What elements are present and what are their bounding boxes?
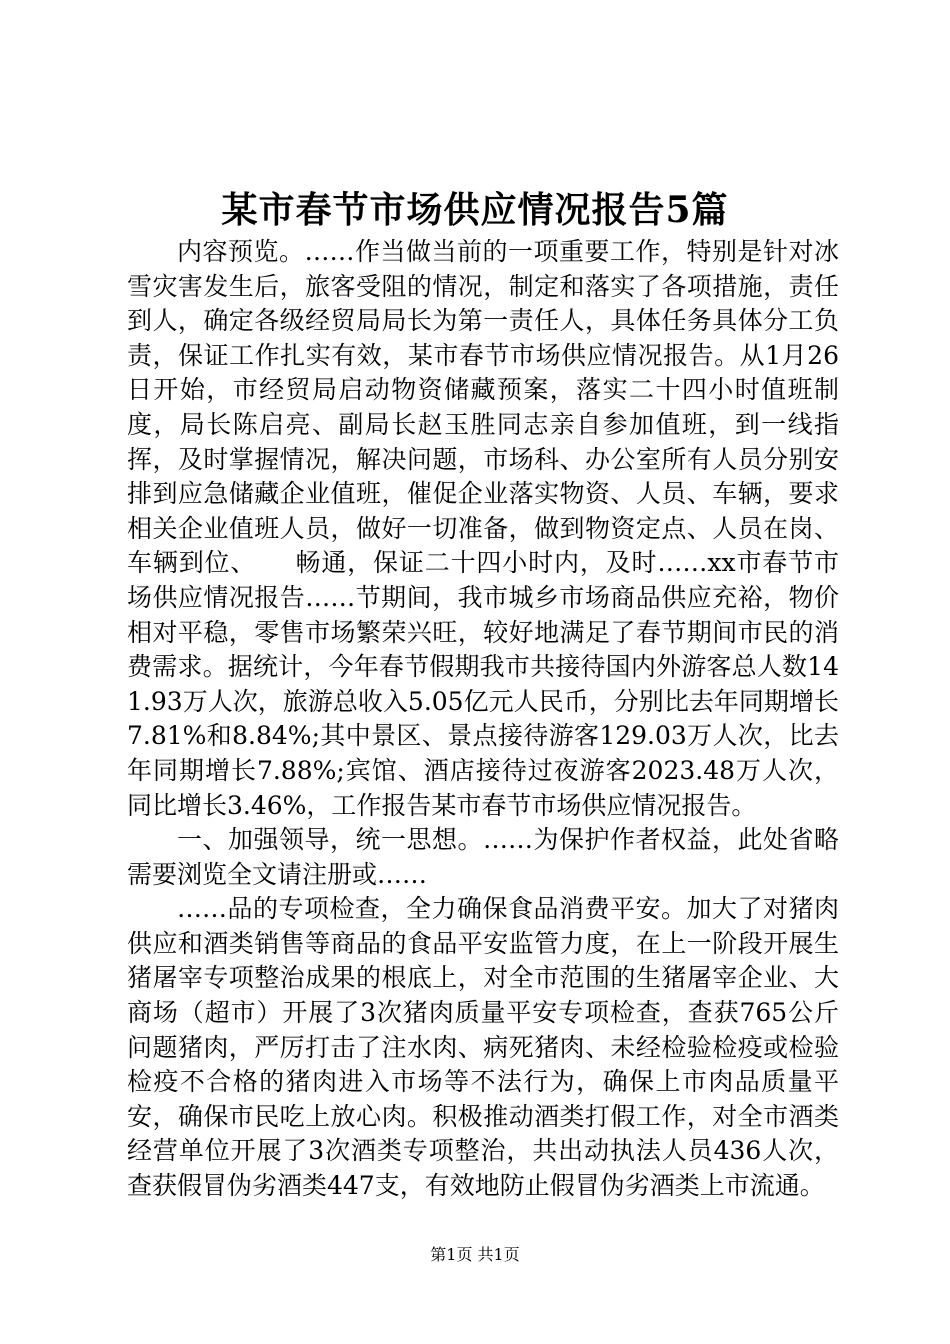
document-body [127, 235, 839, 1204]
paragraph-section-one: 一、加强领导，统一思想。……为保护作者权益，此处省略需要浏览全文请注册或…… [127, 825, 839, 889]
paragraph-inspection: ……品的专项检查，全力确保食品消费平安。加大了对猪肉供应和酒类销售等商品的食品平安监管力度，在上一阶段开展生猪屠宰专项整治成果的根底上，对全市范围的生猪屠宰企业、大商场（超市）开展了3次猪肉质量平安专项检查，查获765公斤问题猪肉，严厉打击了注水肉、病死猪肉、未经检验检疫或检验检疫不合格的猪肉进入市场等不法行为，确保上市肉品质量平安，确保市民吃上放心肉。积极推动酒类打假工作，对全市酒类经营单位开展了3次酒类专项整治，共出动执法人员436人次，查获假冒伪劣酒类447支，有效地防止假冒伪劣酒类上市流通。 [127, 894, 839, 1201]
paragraph-preview: 内容预览。……作当做当前的一项重要工作，特别是针对冰雪灾害发生后，旅客受阻的情况，制定和落实了各项措施，责任到人，确定各级经贸局局长为第一责任人，具体任务具体分工负责，保证工作扎实有效，某市春节市场供应情况报告。从1月26日开始，市经贸局启动物资储藏预案，落实二十四小时值班制度，局长陈启亮、副局长赵玉胜同志亲自参加值班，到一线指挥，及时掌握情况，解决问题，市场科、办公室所有人员分别安排到应急储藏企业值班，催促企业落实物资、人员、车辆，要求相关企业值班人员，做好一切准备，做到物资定点、人员在岗、车辆到位、 畅通，保证二十四小时内，及时……xx市春节市场供应情况报告……节期间，我市城乡市场商品供应充裕，物价相对平稳，零售市场繁荣兴旺，较好地满足了春节期间市民的消费需求。据统计，今年春节假期我市共接待国内外游客总人数141.93万人次，旅游总收入5.05亿元人民币，分别比去年同期增长7.81%和8.84%;其中景区、景点接待游客129.03万人次，比去年同期增长7.88%;宾馆、酒店接待过夜游客2023.48万人次，同比增长3.46%，工作报告某市春节市场供应情况报告。 [127, 237, 839, 820]
document-title: 某市春节市场供应情况报告5篇 [221, 189, 729, 231]
page-footer: 第1页 共1页 [430, 1245, 520, 1264]
